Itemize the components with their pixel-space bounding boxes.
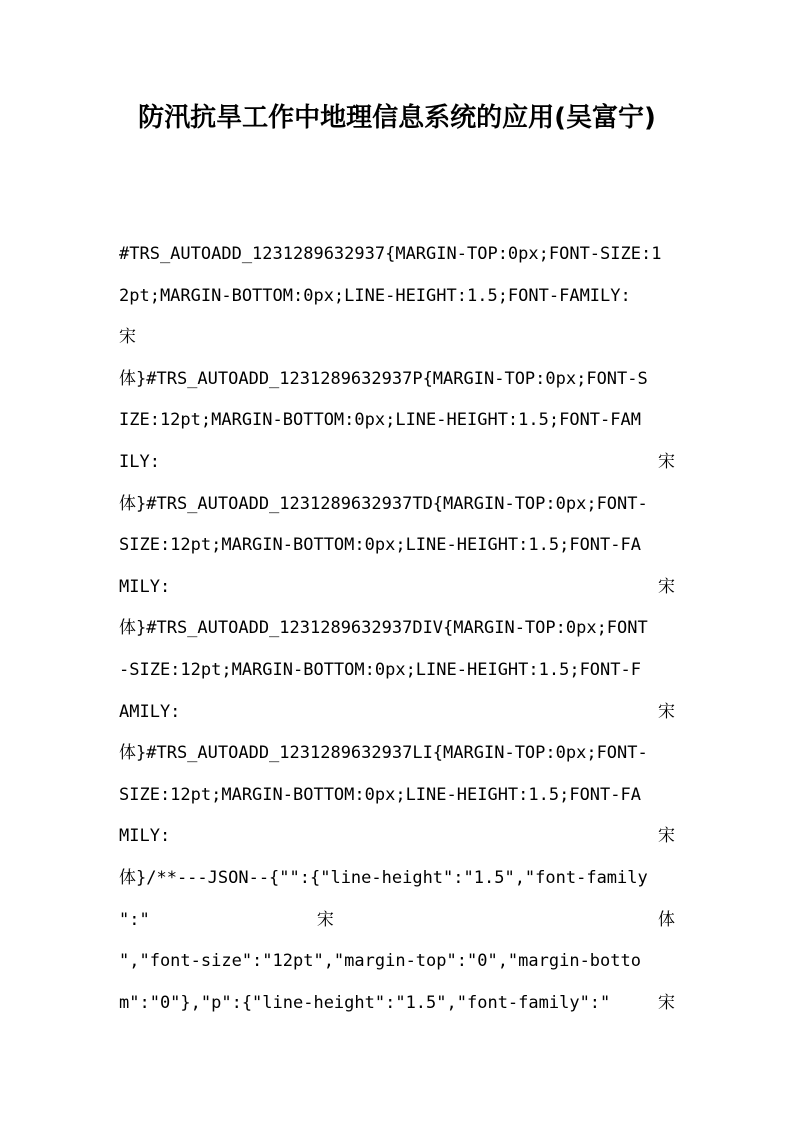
- text-line: ":" 宋 体: [119, 909, 675, 930]
- text-line: ILY: 宋: [119, 451, 675, 472]
- text-line: SIZE:12pt;MARGIN-BOTTOM:0px;LINE-HEIGHT:1.5;FONT-FA: [119, 535, 641, 556]
- document-body: [119, 234, 675, 1024]
- text-line: 宋: [119, 327, 136, 348]
- text-line: MILY: 宋: [119, 826, 675, 847]
- text-line: ","font-size":"12pt","margin-top":"0","margin-botto: [119, 951, 641, 972]
- text-line: AMILY: 宋: [119, 701, 675, 722]
- text-line: 体}/**---JSON--{"":{"line-height":"1.5","font-family: [119, 867, 648, 888]
- text-line: 体}#TRS_AUTOADD_1231289632937TD{MARGIN-TOP:0px;FONT-: [119, 493, 648, 514]
- text-line: SIZE:12pt;MARGIN-BOTTOM:0px;LINE-HEIGHT:1.5;FONT-FA: [119, 784, 641, 805]
- text-line: MILY: 宋: [119, 576, 675, 597]
- text-line: IZE:12pt;MARGIN-BOTTOM:0px;LINE-HEIGHT:1.5;FONT-FAM: [119, 410, 641, 431]
- text-line: 2pt;MARGIN-BOTTOM:0px;LINE-HEIGHT:1.5;FONT-FAMILY:: [119, 285, 631, 306]
- text-line: -SIZE:12pt;MARGIN-BOTTOM:0px;LINE-HEIGHT:1.5;FONT-F: [119, 659, 641, 680]
- text-line: 体}#TRS_AUTOADD_1231289632937LI{MARGIN-TOP:0px;FONT-: [119, 743, 648, 764]
- text-line: 体}#TRS_AUTOADD_1231289632937DIV{MARGIN-TOP:0px;FONT: [119, 618, 648, 639]
- text-line: 体}#TRS_AUTOADD_1231289632937P{MARGIN-TOP:0px;FONT-S: [119, 368, 648, 389]
- document-title: 防汛抗旱工作中地理信息系统的应用(吴富宁): [138, 103, 656, 133]
- text-line: #TRS_AUTOADD_1231289632937{MARGIN-TOP:0px;FONT-SIZE:1: [119, 244, 662, 264]
- text-line: m":"0"},"p":{"line-height":"1.5","font-family":" 宋: [119, 992, 675, 1013]
